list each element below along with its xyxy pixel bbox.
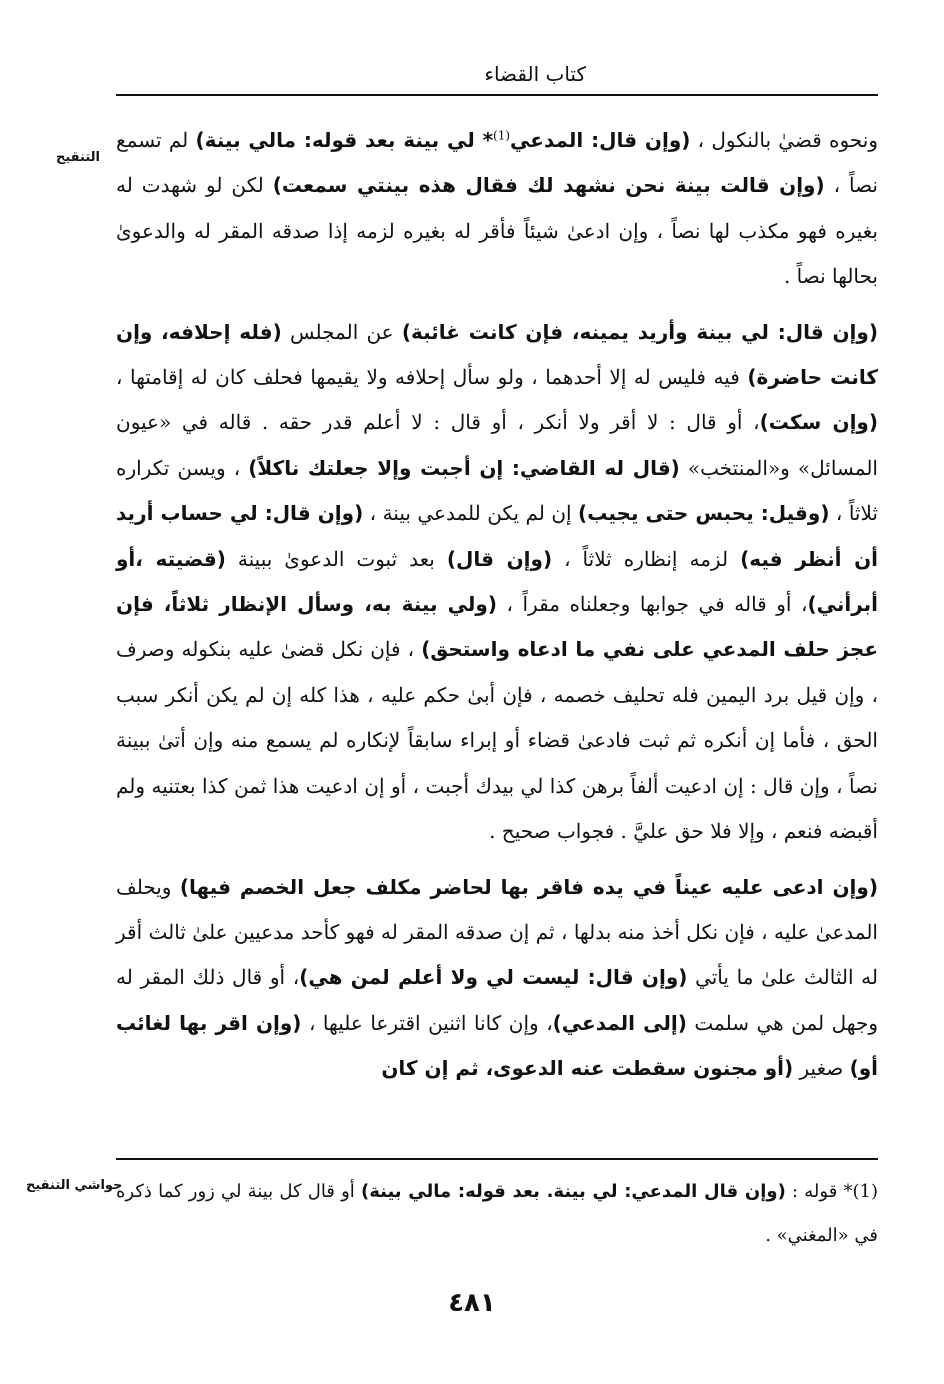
paragraph <box>116 310 878 855</box>
running-header-title: كتاب القضاء <box>484 62 586 86</box>
bold-text-segment: (وإن قال: لي حساب أريد أن أنظر فيه) <box>116 501 879 571</box>
bold-text-segment: (أو مجنون سقطت عنه الدعوى، ثم إن كان <box>381 1056 794 1081</box>
bold-text-segment: (وإن قالت بينة نحن نشهد لك فقال هذه بينتي سمعت) <box>272 173 825 198</box>
text-segment: ، وإن كانا اثنين اقترعا عليها ، <box>301 1010 553 1035</box>
bold-text-segment: (وإن ادعى عليه عيناً في يده فاقر بها لحاضر مكلف جعل الخصم فيها) <box>179 874 878 899</box>
bold-text-segment: (وإن سكت) <box>759 410 879 435</box>
margin-label-footnotes: حواشي التنقيح <box>26 1178 123 1193</box>
bold-text-segment: (وإن قال: ليست لي ولا أعلم لمن هي) <box>299 965 688 990</box>
text-segment: عن المجلس <box>281 319 402 344</box>
bold-text-segment: * لي بينة بعد قوله: مالي بينة) <box>195 128 494 152</box>
text-segment: (1)* قوله : <box>785 1181 878 1202</box>
text-segment: فيه فليس له إلا أحدهما ، ولو سأل إحلافه ولا يقيمها فحلف كان له إقامتها ، <box>116 365 748 390</box>
text-segment: ، أو قاله في جوابها وجعلناه مقراً ، <box>497 592 808 617</box>
bold-text-segment: (وقيل: يحبس حتى يجيب) <box>578 501 830 526</box>
text-segment: صغير <box>793 1056 850 1081</box>
bold-text-segment: (وإن قال: المدعي <box>510 128 691 152</box>
text-segment: ، فإن نكل قضىٰ عليه بنكوله وصرف ، وإن قيل برد اليمين فله تحليف خصمه ، فإن أبىٰ حكم عليه ، هذا كله إن لم يكن أنكر سبب الحق ، فأما إن أنكره ثم ثبت فادعىٰ قضاء أو إبراء سابقاً لإنكاره لم يسمع منه وإن أتىٰ ببينة نصاً ، وإن قال : إن ادعيت ألفاً برهن كذا لي بيدك أجبت ، أو إن ادعيت هذا ثمن كذا بعتنيه ولم أقبضه فنعم ، وإلا فلا حق عليَّ . فجواب صحيح . <box>116 637 878 844</box>
bold-text-segment: (قضيته ،أو أبرأني) <box>116 546 878 617</box>
bold-text-segment: (وإن اقر بها لغائب أو) <box>116 1010 878 1081</box>
text-segment: ، ويسن تكراره ثلاثاً ، <box>116 455 878 526</box>
bold-text-segment: (فله إحلافه، وإن كانت حاضرة) <box>116 319 878 390</box>
footnote <box>116 1170 878 1258</box>
header-rule <box>116 94 878 96</box>
bold-text-segment: (إلى المدعي) <box>552 1010 687 1035</box>
text-segment: بعد ثبوت الدعوىٰ ببينة <box>225 546 447 571</box>
bold-text-segment: (وإن قال المدعي: لي بينة. بعد قوله: مالي بينة) <box>360 1181 786 1202</box>
bold-text-segment: (وإن قال) <box>446 546 553 571</box>
footnote-marker: (1) <box>493 128 511 143</box>
text-segment: إن لم يكن للمدعي بينة ، <box>363 501 579 526</box>
page-number: ٤٨١ <box>448 1288 496 1318</box>
text-segment: ونحوه قضيٰ بالنكول ، <box>690 128 878 152</box>
bold-text-segment: (قال له القاضي: إن أجبت وإلا جعلتك ناكلاً) <box>248 455 680 480</box>
footnote-rule <box>116 1158 878 1160</box>
margin-label-main: التنقيح <box>56 150 100 165</box>
text-segment: لزمه إنظاره ثلاثاً ، <box>552 546 741 571</box>
text-segment: لكن لو شهدت له بغيره فهو مكذب لها نصاً ، وإن ادعىٰ شيئاً فأقر له بغيره لزمه إذا صدقه المقر له والدعوىٰ بحالها نصاً . <box>116 173 878 289</box>
bold-text-segment: (وإن قال: لي بينة وأريد يمينه، فإن كانت غائبة) <box>401 319 878 344</box>
text-segment: ، أو قال : لا أقر ولا أنكر ، أو قال : لا أعلم قدر حقه . قاله في «عيون المسائل» و«المنتخب» <box>116 410 878 480</box>
paragraph <box>116 865 878 1092</box>
text-segment: أو قال كل بينة لي زور كما ذكره في «المغني» . <box>116 1181 878 1246</box>
text-segment: ، أو قال ذلك المقر له وجهل لمن هي سلمت <box>116 965 878 1035</box>
text-segment: ويحلف المدعىٰ عليه ، فإن نكل أخذ منه بدلها ، ثم إن صدقه المقر له فهو كأحد مدعيين علىٰ ثالث أقر له الثالث علىٰ ما يأتي <box>116 874 879 990</box>
text-segment: لم تسمع نصاً ، <box>116 128 878 198</box>
paragraph <box>116 118 878 300</box>
bold-text-segment: (ولي بينة به، وسأل الإنظار ثلاثاً، فإن عجز حلف المدعي على نفي ما ادعاه واستحق) <box>116 592 878 662</box>
main-text-body <box>116 118 878 1092</box>
